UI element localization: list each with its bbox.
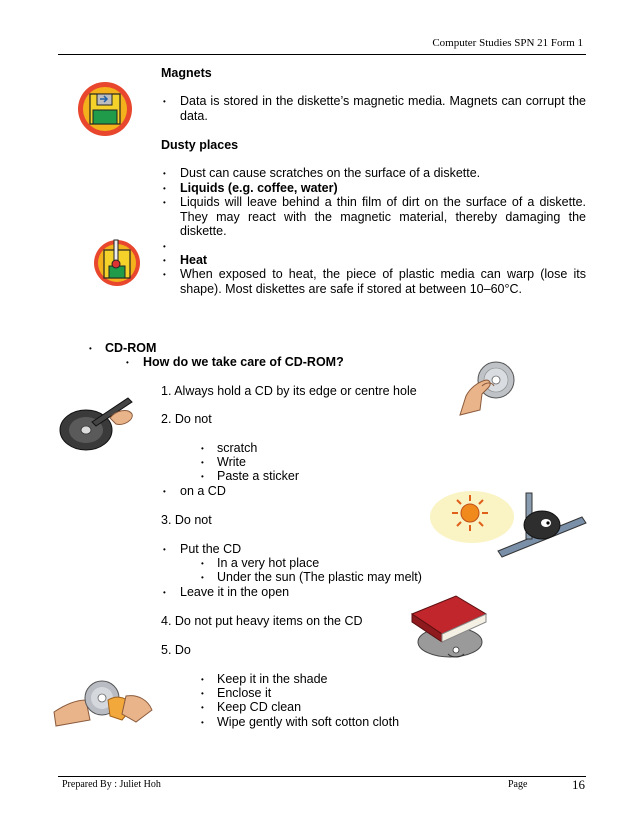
dusty-bullet-1: Dust can cause scratches on the surface of a diskette. <box>180 166 481 180</box>
cd-step3-item-2: Under the sun (The plastic may melt) <box>217 570 422 584</box>
bullet: • <box>163 256 166 265</box>
cdrom-subheading: How do we take care of CD-ROM? <box>143 355 344 369</box>
cd-step2-item-2: Write <box>217 455 246 469</box>
footer-page-number: 16 <box>572 777 585 792</box>
cd-step3-item-1: In a very hot place <box>217 556 320 570</box>
page-header-title: Computer Studies SPN 21 Form 1 <box>432 37 583 49</box>
bullet: • <box>89 344 92 353</box>
cd-step2-item-3: Paste a sticker <box>217 469 299 483</box>
cd-step3-lead: Put the CD <box>180 542 242 556</box>
bullet: • <box>163 242 166 251</box>
cdrom-heading: CD-ROM <box>105 341 157 355</box>
footer-rule <box>58 776 586 777</box>
magnets-bullet-1: Data is stored in the diskette’s magnetic media. Magnets can corrupt the data. <box>180 94 586 123</box>
bullet: • <box>163 97 166 106</box>
sun-melting-cd-icon <box>430 487 588 561</box>
dusty-heading: Dusty places <box>161 138 239 152</box>
cd-step-1: 1. Always hold a CD by its edge or centre hole <box>161 384 417 398</box>
magnets-heading: Magnets <box>161 66 212 80</box>
header-rule <box>58 54 586 55</box>
bullet: • <box>163 184 166 193</box>
cd-step5-item-1: Keep it in the shade <box>217 672 328 686</box>
dusty-bullet-heat: Heat <box>180 253 208 267</box>
dusty-bullet-3: Liquids will leave behind a thin film of dirt on the surface of a diskette. They may react with the magnetic material, thereby damaging the diskette. <box>180 195 586 239</box>
bullet: • <box>201 703 204 712</box>
bullet: • <box>126 358 129 367</box>
bullet: • <box>201 675 204 684</box>
bullet: • <box>201 573 204 582</box>
diskette-magnet-icon <box>76 80 134 138</box>
bullet: • <box>163 169 166 178</box>
dusty-bullet-6: When exposed to heat, the piece of plastic media can warp (lose its shape). Most diskettes are safe if stored at between 10–60°C. <box>180 267 586 296</box>
footer-page-label: Page <box>508 779 528 790</box>
bullet: • <box>163 588 166 597</box>
bullet: • <box>163 198 166 207</box>
bullet: • <box>163 545 166 554</box>
bullet: • <box>163 487 166 496</box>
bullet: • <box>201 458 204 467</box>
footer-prepared-by: Prepared By : Juliet Hoh <box>62 779 161 790</box>
bullet: • <box>201 718 204 727</box>
cd-step-4: 4. Do not put heavy items on the CD <box>161 614 363 628</box>
bullet: • <box>201 444 204 453</box>
cd-step5-item-2: Enclose it <box>217 686 272 700</box>
cd-step5-item-4: Wipe gently with soft cotton cloth <box>217 715 400 729</box>
diskette-heat-icon <box>92 236 142 288</box>
hand-holding-cd-icon <box>452 360 522 418</box>
bullet: • <box>201 472 204 481</box>
bullet: • <box>163 270 166 279</box>
bullet: • <box>201 559 204 568</box>
cd-step3-tail: Leave it in the open <box>180 585 290 599</box>
cd-step-5: 5. Do <box>161 643 191 657</box>
pen-writing-on-cd-icon <box>58 392 138 454</box>
cd-step-3: 3. Do not <box>161 513 212 527</box>
cd-step2-tail: on a CD <box>180 484 226 498</box>
bullet: • <box>201 689 204 698</box>
cd-step2-item-1: scratch <box>217 441 258 455</box>
hands-wiping-cd-icon <box>52 676 156 732</box>
cd-step-2: 2. Do not <box>161 412 212 426</box>
dusty-bullet-2: Liquids (e.g. coffee, water) <box>180 181 338 195</box>
cd-step5-item-3: Keep CD clean <box>217 700 302 714</box>
book-crushing-cd-icon <box>408 592 492 660</box>
